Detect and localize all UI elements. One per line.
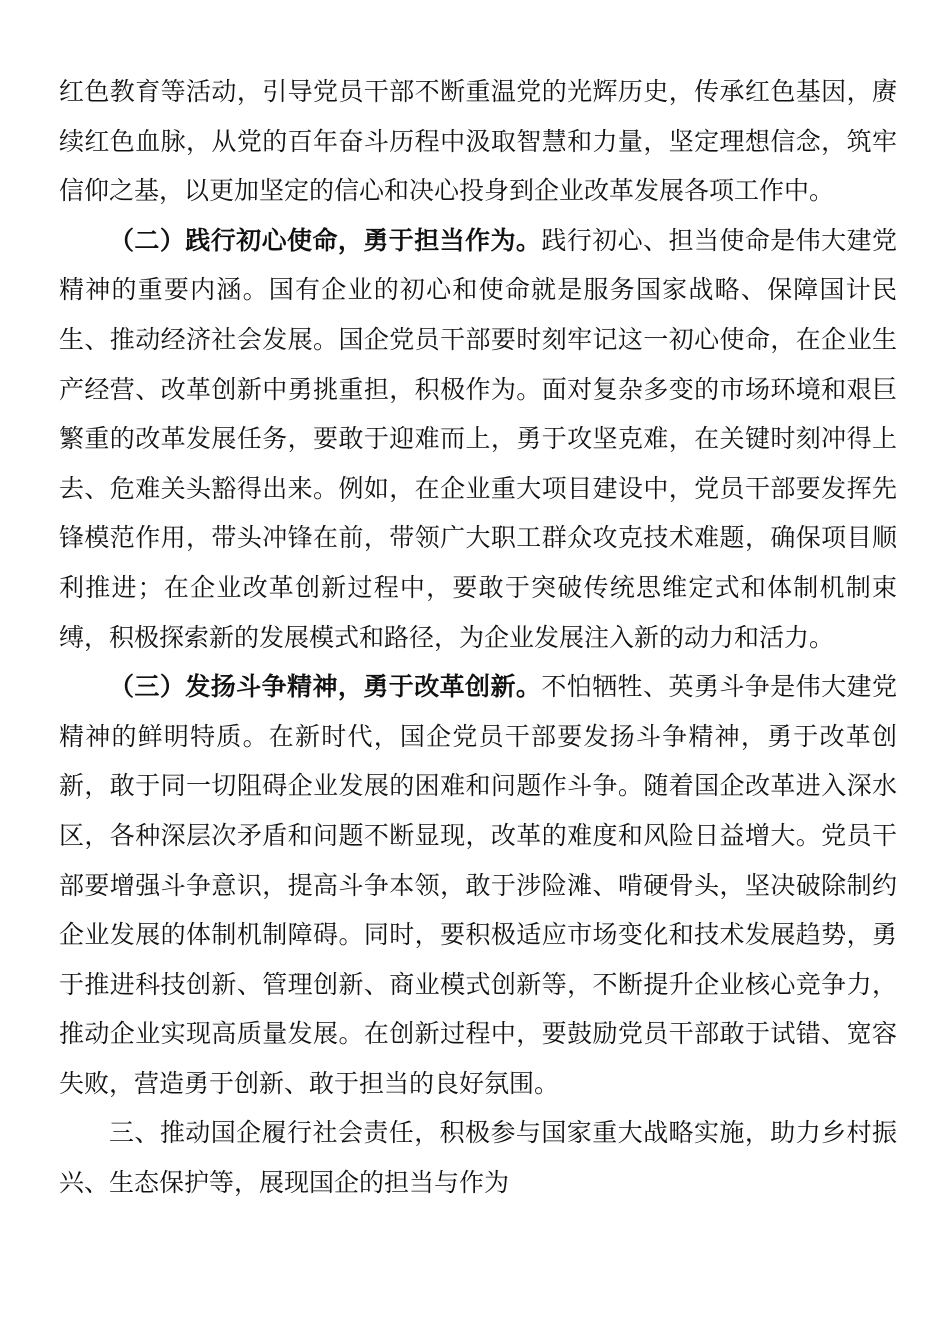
- paragraph-text: 不怕牺牲、英勇斗争是伟大建党精神的鲜明特质。在新时代，国企党员干部要发扬斗争精神，勇于改革创新，敢于同一切阻碍企业发展的困难和问题作斗争。随着国企改革进入深水区，各种深层次矛盾和问题不断显现，改革的难度和风险日益增大。党员干部要增强斗争意识，提高斗争本领，敢于涉险滩、啃硬骨头，坚决破除制约企业发展的体制机制障碍。同时，要积极适应市场变化和技术发展趋势，勇于推进科技创新、管理创新、商业模式创新等，不断提升企业核心竞争力，推动企业实现高质量发展。在创新过程中，要鼓励党员干部敢于试错、宽容失败，营造勇于创新、敢于担当的良好氛围。: [59, 672, 897, 1098]
- section-heading-inline: （三）发扬斗争精神，勇于改革创新。: [109, 672, 542, 702]
- paragraph-continuation: [59, 67, 897, 216]
- chapter-heading-3: [59, 1108, 897, 1207]
- paragraph-section-2: [59, 216, 897, 662]
- paragraph-text: 红色教育等活动，引导党员干部不断重温党的光辉历史，传承红色基因，赓续红色血脉，从党的百年奋斗历程中汲取智慧和力量，坚定理想信念，筑牢信仰之基，以更加坚定的信心和决心投身到企业改革发展各项工作中。: [59, 77, 897, 206]
- heading-text: 三、推动国企履行社会责任，积极参与国家重大战略实施，助力乡村振兴、生态保护等，展现国企的担当与作为: [59, 1118, 897, 1198]
- document-page: [59, 67, 897, 1208]
- paragraph-section-3: [59, 662, 897, 1108]
- paragraph-text: 践行初心、担当使命是伟大建党精神的重要内涵。国有企业的初心和使命就是服务国家战略、保障国计民生、推动经济社会发展。国企党员干部要时刻牢记这一初心使命，在企业生产经营、改革创新中勇挑重担，积极作为。面对复杂多变的市场环境和艰巨繁重的改革发展任务，要敢于迎难而上，勇于攻坚克难，在关键时刻冲得上去、危难关头豁得出来。例如，在企业重大项目建设中，党员干部要发挥先锋模范作用，带头冲锋在前，带领广大职工群众攻克技术难题，确保项目顺利推进；在企业改革创新过程中，要敢于突破传统思维定式和体制机制束缚，积极探索新的发展模式和路径，为企业发展注入新的动力和活力。: [59, 225, 897, 652]
- section-heading-inline: （二）践行初心使命，勇于担当作为。: [109, 225, 542, 255]
